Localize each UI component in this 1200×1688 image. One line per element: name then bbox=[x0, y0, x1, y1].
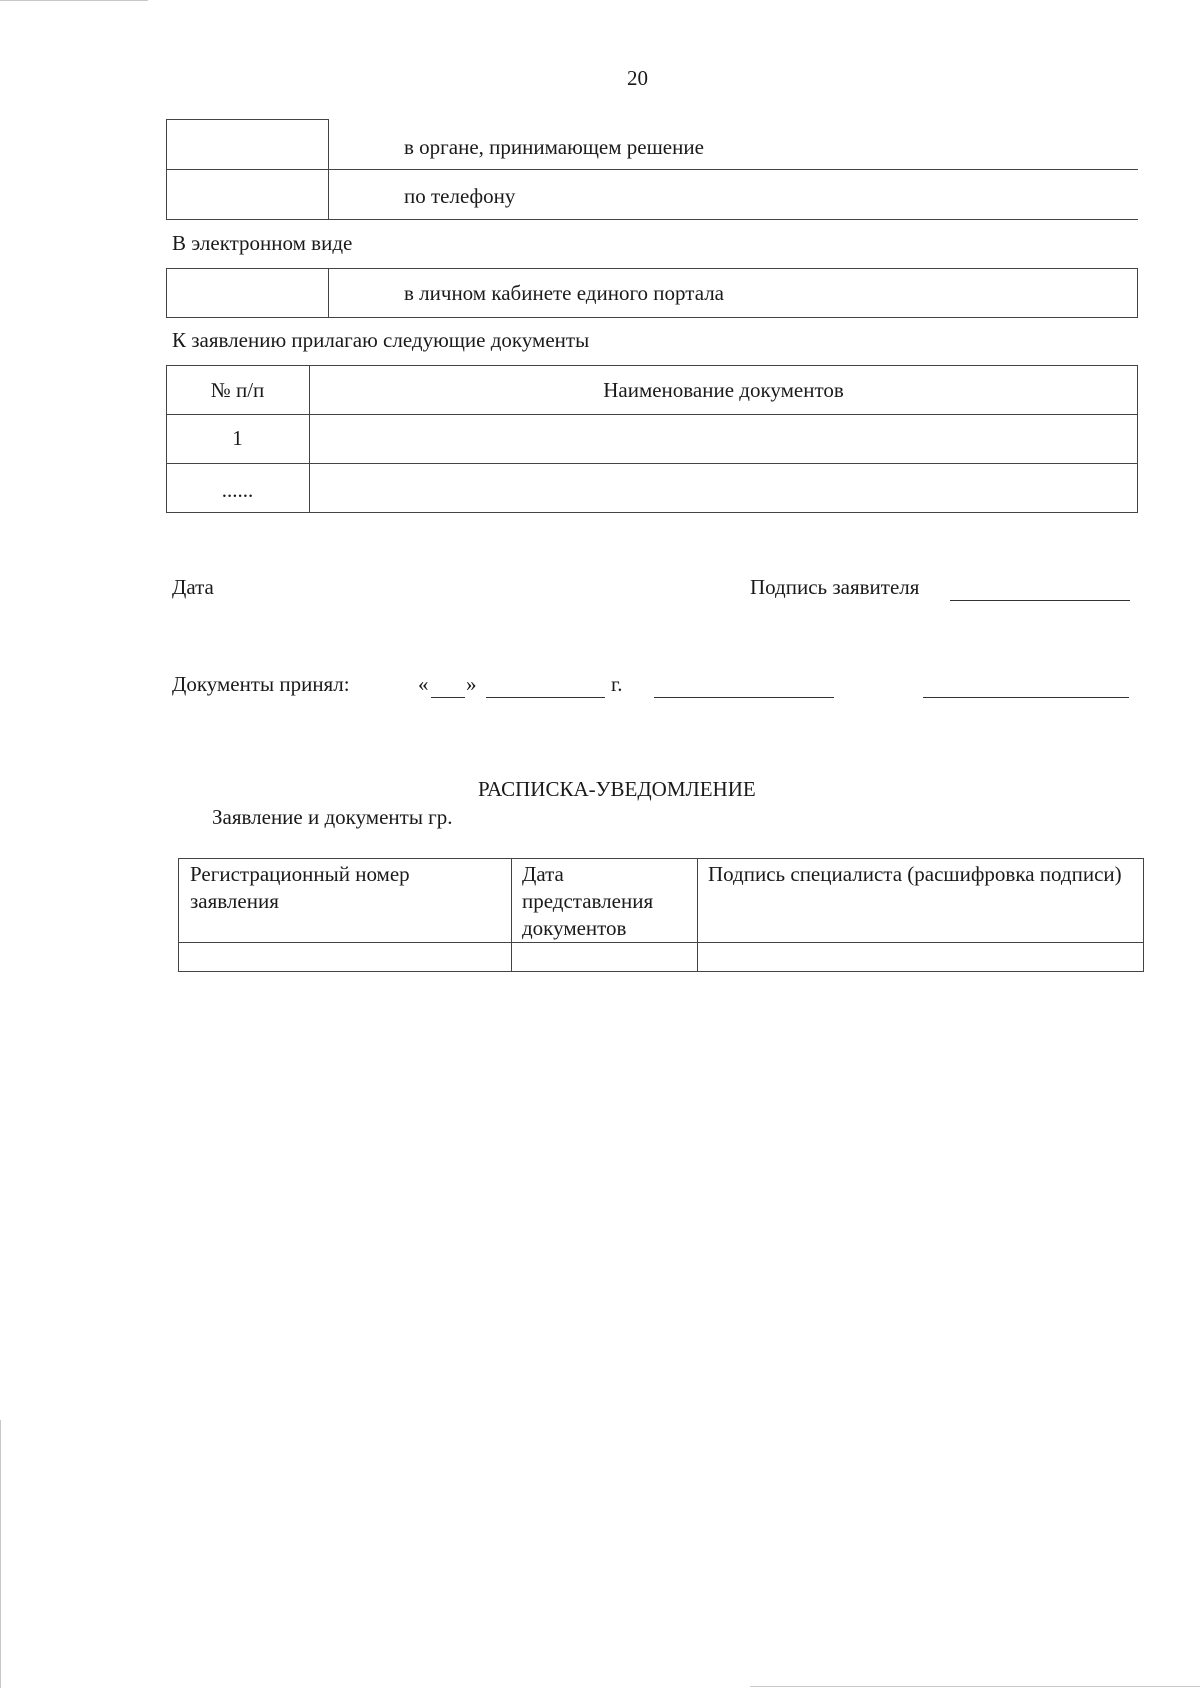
receipt-subtitle: Заявление и документы гр. bbox=[212, 805, 453, 829]
accepted-quote-open: « bbox=[418, 672, 429, 696]
electronic-heading: В электронном виде bbox=[172, 231, 353, 255]
receipt-title: РАСПИСКА-УВЕДОМЛЕНИЕ bbox=[478, 777, 756, 801]
scan-edge-left bbox=[0, 1420, 1, 1688]
accepted-signature-line bbox=[654, 697, 834, 698]
attachments-row-num: ...... bbox=[221, 478, 254, 502]
date-label: Дата bbox=[172, 575, 214, 599]
accepted-month-line bbox=[486, 697, 605, 698]
accepted-day-line bbox=[431, 697, 465, 698]
accepted-year-suffix: г. bbox=[611, 672, 623, 696]
accepted-name-line bbox=[923, 697, 1129, 698]
delivery-option-label: по телефону bbox=[404, 184, 516, 208]
receipt-header-date: Дата представления документов bbox=[522, 862, 654, 940]
attachments-header-name: Наименование документов bbox=[603, 378, 844, 402]
attachments-row-num: 1 bbox=[232, 426, 243, 450]
receipt-header-regnum: Регистрационный номер заявления bbox=[190, 862, 410, 913]
signature-line bbox=[950, 600, 1130, 601]
scan-edge-top bbox=[0, 0, 148, 1]
page-number: 20 bbox=[627, 66, 648, 90]
signature-label: Подпись заявителя bbox=[750, 575, 920, 599]
attachments-heading: К заявлению прилагаю следующие документы bbox=[172, 328, 590, 352]
accepted-label: Документы принял: bbox=[172, 672, 350, 696]
accepted-quote-close: » bbox=[466, 672, 477, 696]
scan-edge-bottom bbox=[750, 1686, 1200, 1687]
electronic-option-label: в личном кабинете единого портала bbox=[404, 281, 725, 305]
attachments-header-num: № п/п bbox=[210, 378, 265, 402]
delivery-option-label: в органе, принимающем решение bbox=[404, 135, 704, 159]
receipt-header-signature: Подпись специалиста (расшифровка подписи) bbox=[708, 862, 1122, 886]
